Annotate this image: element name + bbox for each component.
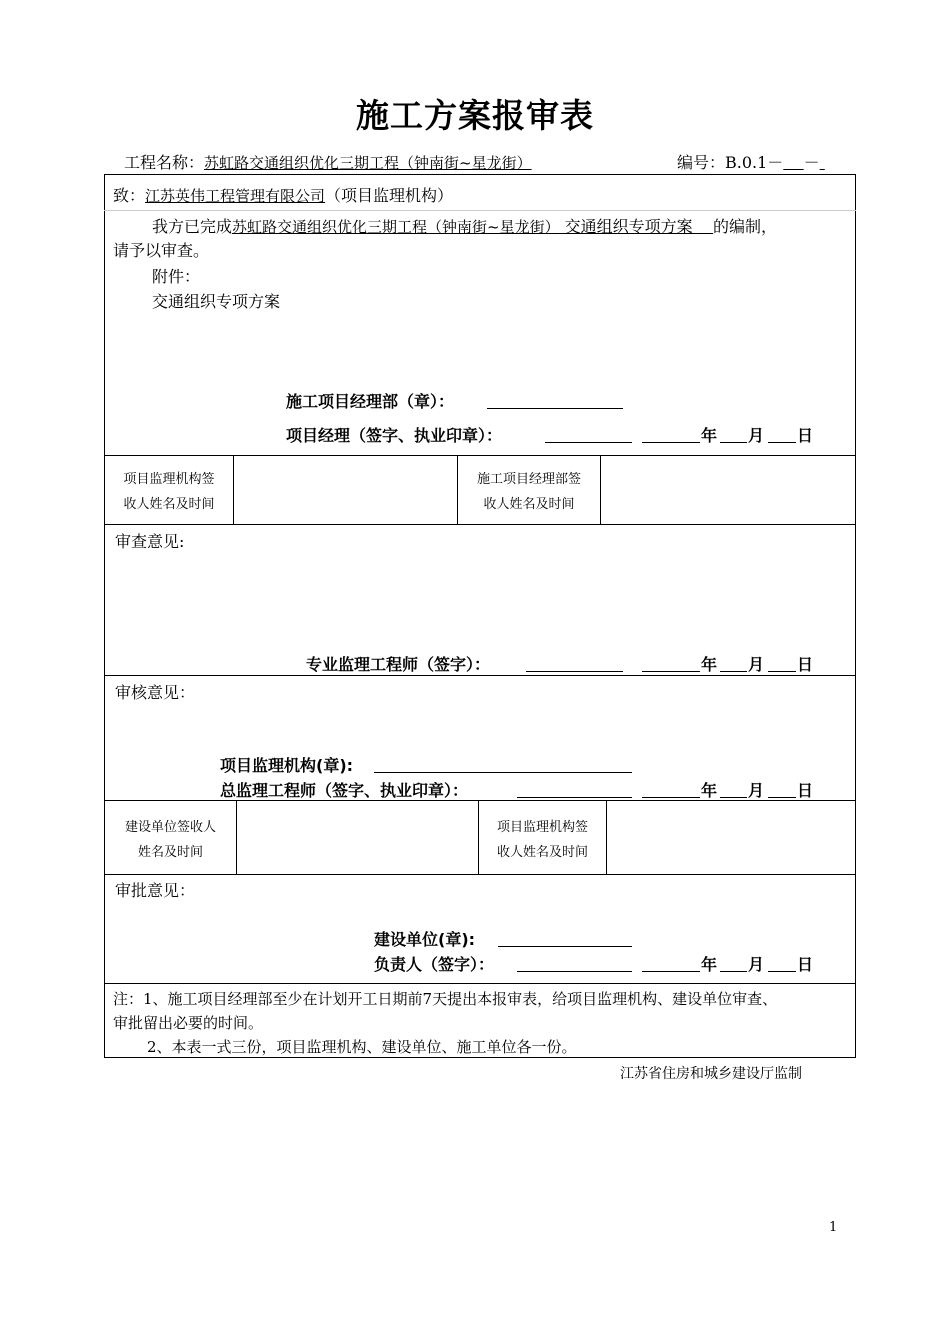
date-month: 月 (748, 781, 765, 800)
date-month: 月 (748, 655, 765, 674)
table-border-top (104, 174, 856, 175)
approval-opinion-label: 审批意见： (115, 881, 196, 900)
receipt-label-line: 收人姓名及时间 (123, 497, 215, 512)
contractor-dept-blank (487, 408, 623, 409)
issuer-mark: 江苏省住房和城乡建设厅监制 (620, 1066, 802, 1082)
date-month: 月 (748, 955, 765, 974)
date-day-blank (768, 797, 796, 798)
date-year: 年 (701, 426, 718, 445)
page-number: 1 (829, 1220, 838, 1235)
to-row-divider (104, 210, 856, 211)
project-name-value: 苏虹路交通组织优化三期工程（钟南街~星龙街） (204, 154, 532, 172)
row-divider (104, 983, 856, 984)
addressee-org: 江苏英伟工程管理有限公司 (145, 187, 326, 205)
date-day: 日 (797, 781, 814, 800)
date-day: 日 (797, 426, 814, 445)
date-day-blank (768, 971, 796, 972)
date-year: 年 (701, 781, 718, 800)
date-day: 日 (797, 955, 814, 974)
submission-statement (152, 214, 777, 237)
statement-plan: 交通组织专项方案 (559, 217, 698, 236)
table-border-bottom (104, 1057, 856, 1058)
owner-signature-blank (517, 971, 632, 972)
chief-engineer-label: 总监理工程师（签字、执业印章）： (220, 781, 469, 800)
date-day-blank (768, 671, 796, 672)
table-border-right (855, 174, 856, 1058)
date-month-blank (720, 971, 747, 972)
date-month: 月 (748, 426, 765, 445)
cell-divider (600, 455, 601, 525)
receipt-label-line: 建设单位签收人 (124, 820, 216, 835)
note-line-3: 2、本表一式三份，项目监理机构、建设单位、施工单位各一份。 (147, 1038, 577, 1056)
addressee-suffix: （项目监理机构） (325, 186, 454, 205)
date-year: 年 (701, 655, 718, 674)
receipt-label-line: 项目监理机构签 (496, 820, 588, 835)
audit-opinion-label: 审核意见： (115, 683, 196, 702)
table-border-left (104, 174, 105, 1058)
number-label: 编号：B.0.1－ (677, 153, 784, 172)
addressee-row (113, 183, 453, 206)
contractor-dept-label: 施工项目经理部（章）： (286, 392, 455, 411)
chief-signature-blank (517, 797, 632, 798)
date-day: 日 (797, 655, 814, 674)
receipt-supervisor-label-2 (479, 815, 606, 865)
receipt-label-line: 收人姓名及时间 (496, 845, 588, 860)
row-divider (104, 800, 856, 801)
owner-person-label: 负责人（签字）： (374, 955, 495, 974)
statement-suffix: 的编制， (713, 217, 778, 236)
row-divider (104, 455, 856, 456)
owner-unit-blank (498, 946, 632, 947)
date-year-blank (642, 671, 700, 672)
number-blank-2 (820, 153, 825, 172)
document-number (677, 150, 825, 173)
statement-project: 苏虹路交通组织优化三期工程（钟南街~星龙街） (232, 218, 560, 236)
date-year-blank (642, 797, 700, 798)
row-divider (104, 874, 856, 875)
supervisor-org-label: 项目监理机构(章): (220, 756, 354, 775)
receipt-label-line: 姓名及时间 (137, 845, 203, 860)
date-day-blank (768, 442, 796, 443)
supervisor-org-blank (374, 772, 632, 773)
date-month-blank (720, 442, 747, 443)
note-line-1: 注：1、施工项目经理部至少在计划开工日期前7天提出本报审表，给项目监理机构、建设单位审查、 (113, 990, 778, 1008)
project-manager-label: 项目经理（签字、执业印章）： (286, 426, 503, 445)
statement-line-2: 请予以审查。 (113, 241, 210, 260)
receipt-label-line: 项目监理机构签 (123, 472, 215, 487)
review-opinion-label: 审查意见: (115, 532, 185, 551)
attachment-label: 附件： (152, 267, 201, 286)
attachment-item: 交通组织专项方案 (152, 292, 281, 311)
number-separator: － (803, 153, 820, 172)
cell-divider (236, 800, 237, 875)
addressee-prefix: 致： (113, 186, 146, 205)
page-title: 施工方案报审表 (356, 96, 594, 135)
cell-divider (606, 800, 607, 875)
review-signature-blank (526, 671, 623, 672)
date-year-blank (642, 442, 700, 443)
statement-prefix: 我方已完成 (152, 217, 233, 236)
owner-unit-label: 建设单位(章): (374, 930, 476, 949)
receipt-supervisor-label (105, 467, 233, 517)
project-name-label: 工程名称： (124, 153, 205, 172)
date-month-blank (720, 797, 747, 798)
row-divider (104, 524, 856, 525)
note-line-2: 审批留出必要的时间。 (113, 1014, 264, 1032)
row-divider (104, 675, 856, 676)
manager-signature-blank (545, 442, 632, 443)
date-year: 年 (701, 955, 718, 974)
receipt-label-line: 施工项目经理部签 (476, 472, 581, 487)
receipt-contractor-label (458, 467, 600, 517)
cell-divider (233, 455, 234, 525)
receipt-owner-label (105, 815, 236, 865)
date-month-blank (720, 671, 747, 672)
project-name-row (124, 150, 532, 173)
statement-blank (698, 217, 713, 236)
number-blank-1 (783, 153, 803, 172)
date-year-blank (642, 971, 700, 972)
receipt-label-line: 收人姓名及时间 (483, 497, 575, 512)
review-engineer-label: 专业监理工程师（签字）： (306, 655, 491, 674)
